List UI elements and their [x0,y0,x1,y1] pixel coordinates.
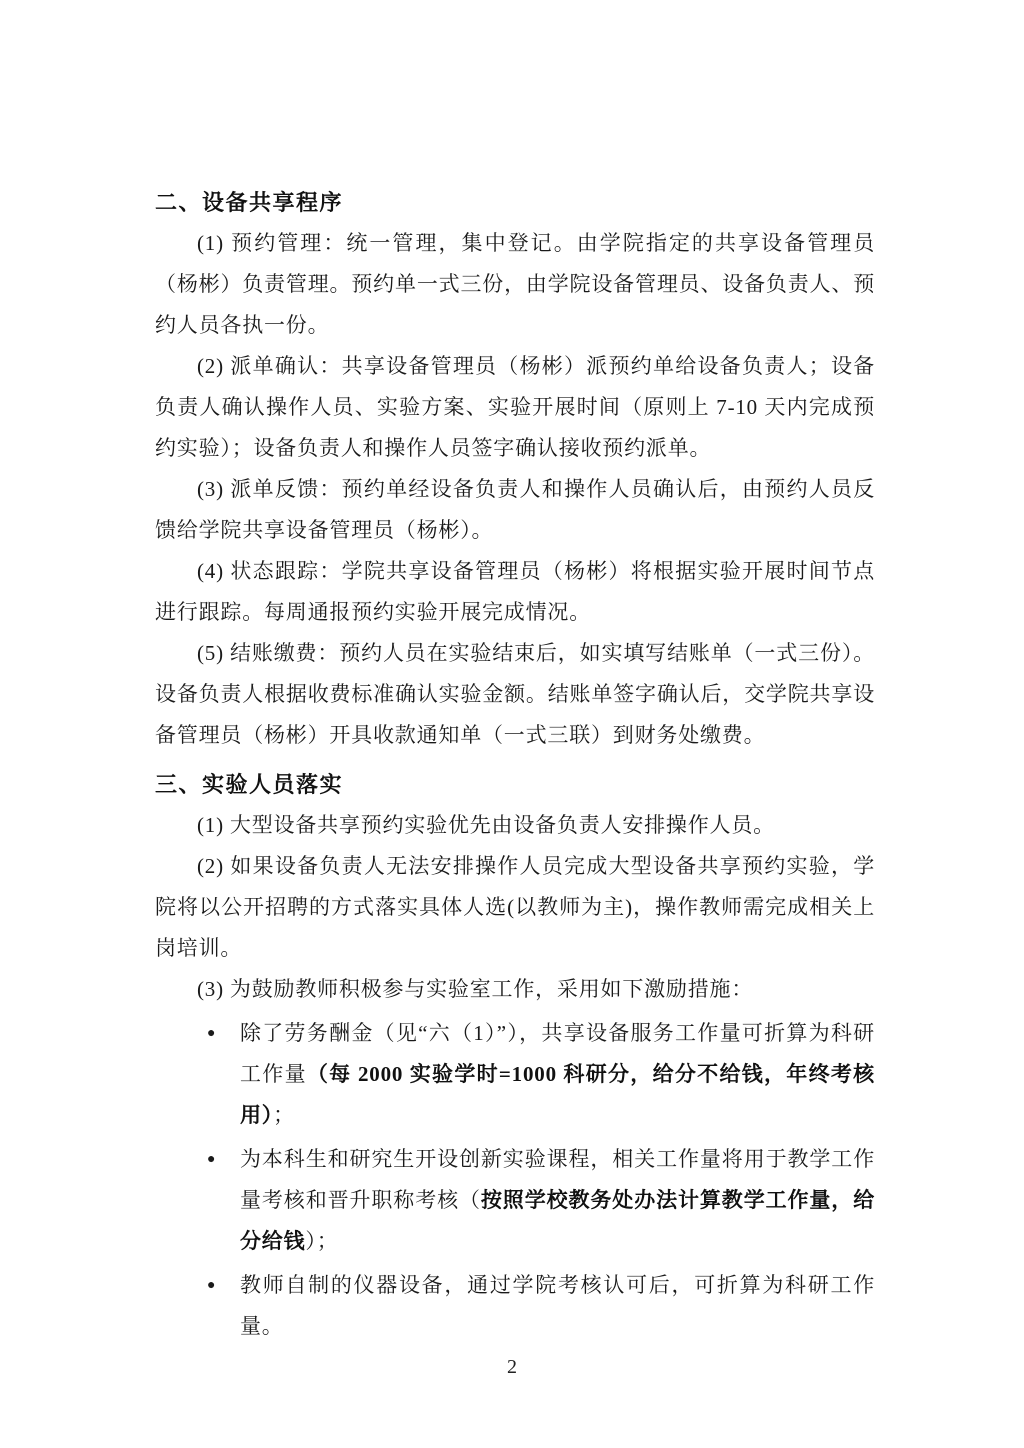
bullet-icon: ● [207,1026,216,1041]
bullet-text-bold: 按照学校教务处办法计算教学工作量，给分给钱 [240,1188,875,1253]
bullet-icon: ● [207,1152,216,1167]
section-heading-experiment-personnel: 三、实验人员落实 [155,772,344,797]
bullet-text-post: ； [273,1103,295,1127]
paragraph-personnel-priority: (1) 大型设备共享预约实验优先由设备负责人安排操作人员。 [197,813,775,837]
section-heading-equipment-sharing: 二、设备共享程序 [155,190,344,215]
paragraph-status-tracking: (4) 状态跟踪：学院共享设备管理员（杨彬）将根据实验开展时间节点进行跟踪。每周通报预约实验开展完成情况。 [155,559,875,624]
bullet-text: 除了劳务酬金（见“六（1）”），共享设备服务工作量可折算为科研工作量 [240,1021,875,1086]
paragraph-settlement-payment: (5) 结账缴费：预约人员在实验结束后，如实填写结账单（一式三份）。设备负责人根据收费标准确认实验金额。结账单签字确认后，交学院共享设备管理员（杨彬）开具收款通知单（一式三联）到财务处缴费。 [155,641,875,747]
paragraph-incentive-intro: (3) 为鼓励教师积极参与实验室工作，采用如下激励措施： [197,977,754,1001]
bullet-text: 为本科生和研究生开设创新实验课程，相关工作量将用于教学工作量考核和晋升职称考核（ [240,1147,875,1212]
bullet-item-teaching-workload [155,1139,875,1262]
bullet-item-research-workload [155,1013,875,1136]
paragraph-reservation-management: (1) 预约管理：统一管理，集中登记。由学院指定的共享设备管理员（杨彬）负责管理。预约单一式三份，由学院设备管理员、设备负责人、预约人员各执一份。 [155,231,875,337]
bullet-text-post: ）； [305,1229,339,1253]
document-content [155,182,875,1347]
paragraph-dispatch-feedback: (3) 派单反馈：预约单经设备负责人和操作人员确认后，由预约人员反馈给学院共享设备管理员（杨彬）。 [155,477,875,542]
paragraph-dispatch-confirmation: (2) 派单确认：共享设备管理员（杨彬）派预约单给设备负责人；设备负责人确认操作人员、实验方案、实验开展时间（原则上 7-10 天内完成预约实验）；设备负责人和操作人员签字确认接收预约派单。 [155,354,875,460]
bullet-list [155,1013,875,1347]
bullet-icon: ● [207,1278,216,1293]
bullet-text: 教师自制的仪器设备，通过学院考核认可后，可折算为科研工作量。 [240,1273,875,1338]
bullet-text-bold: （每 2000 实验学时=1000 科研分，给分不给钱，年终考核用） [240,1062,875,1127]
page-number: 2 [507,1356,517,1378]
paragraph-open-recruitment: (2) 如果设备负责人无法安排操作人员完成大型设备共享预约实验，学院将以公开招聘的方式落实具体人选(以教师为主)，操作教师需完成相关上岗培训。 [155,854,875,960]
bullet-item-self-made-equipment [155,1265,875,1347]
